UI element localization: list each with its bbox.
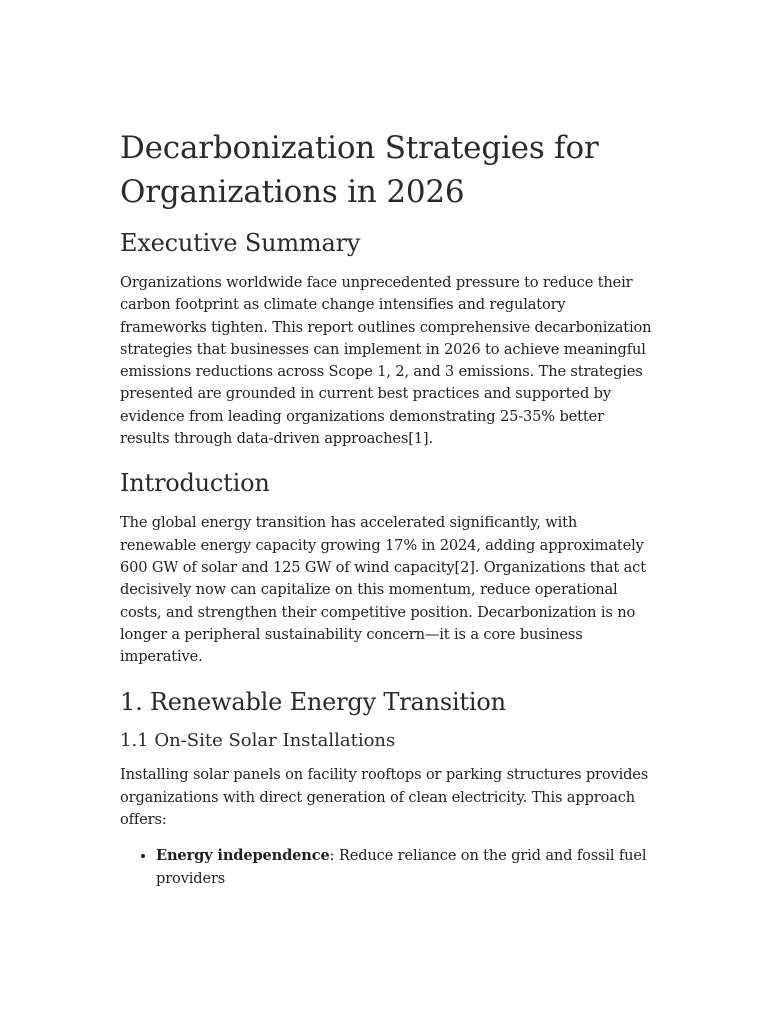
introduction-body: The global energy transition has accelerated significantly, with renewable energy capacity growing 17% in 2024, adding approximately 600 GW of solar and 125 GW of wind capacity[2]. Organizations that act decisively now can capitalize on this momentum, reduce operational costs, and strengthen their competitive position. Decarbonization is no longer a peripheral sustainability concern—it is a core business imperative. — [120, 514, 646, 666]
document-title: Decarbonization Strategies for Organizations in 2026 — [120, 130, 599, 210]
document-page — [120, 126, 652, 890]
section-1-1-heading: 1.1 On-Site Solar Installations — [120, 730, 396, 752]
list-item-text: : Reduce reliance on the grid and fossil fuel providers — [156, 847, 647, 887]
section-1-1-body: Installing solar panels on facility rooftops or parking structures provides organizations with direct generation of clean electricity. This approach offers: — [120, 766, 649, 829]
executive-summary-body: Organizations worldwide face unprecedented pressure to reduce their carbon footprint as climate change intensifies and regulatory frameworks tighten. This report outlines comprehensive decarbonization strategies that businesses can implement in 2026 to achieve meaningful emissions reductions across Scope 1, 2, and 3 emissions. The strategies presented are grounded in current best practices and supported by evidence from leading organizations demonstrating 25-35% better results through data-driven approaches[1]. — [120, 274, 652, 448]
executive-summary-heading: Executive Summary — [120, 229, 361, 257]
benefits-list — [120, 845, 652, 890]
list-item-term: Energy independence — [156, 847, 330, 865]
introduction-heading: Introduction — [120, 469, 270, 498]
section-1-heading: 1. Renewable Energy Transition — [120, 688, 506, 717]
list-item — [156, 845, 652, 890]
